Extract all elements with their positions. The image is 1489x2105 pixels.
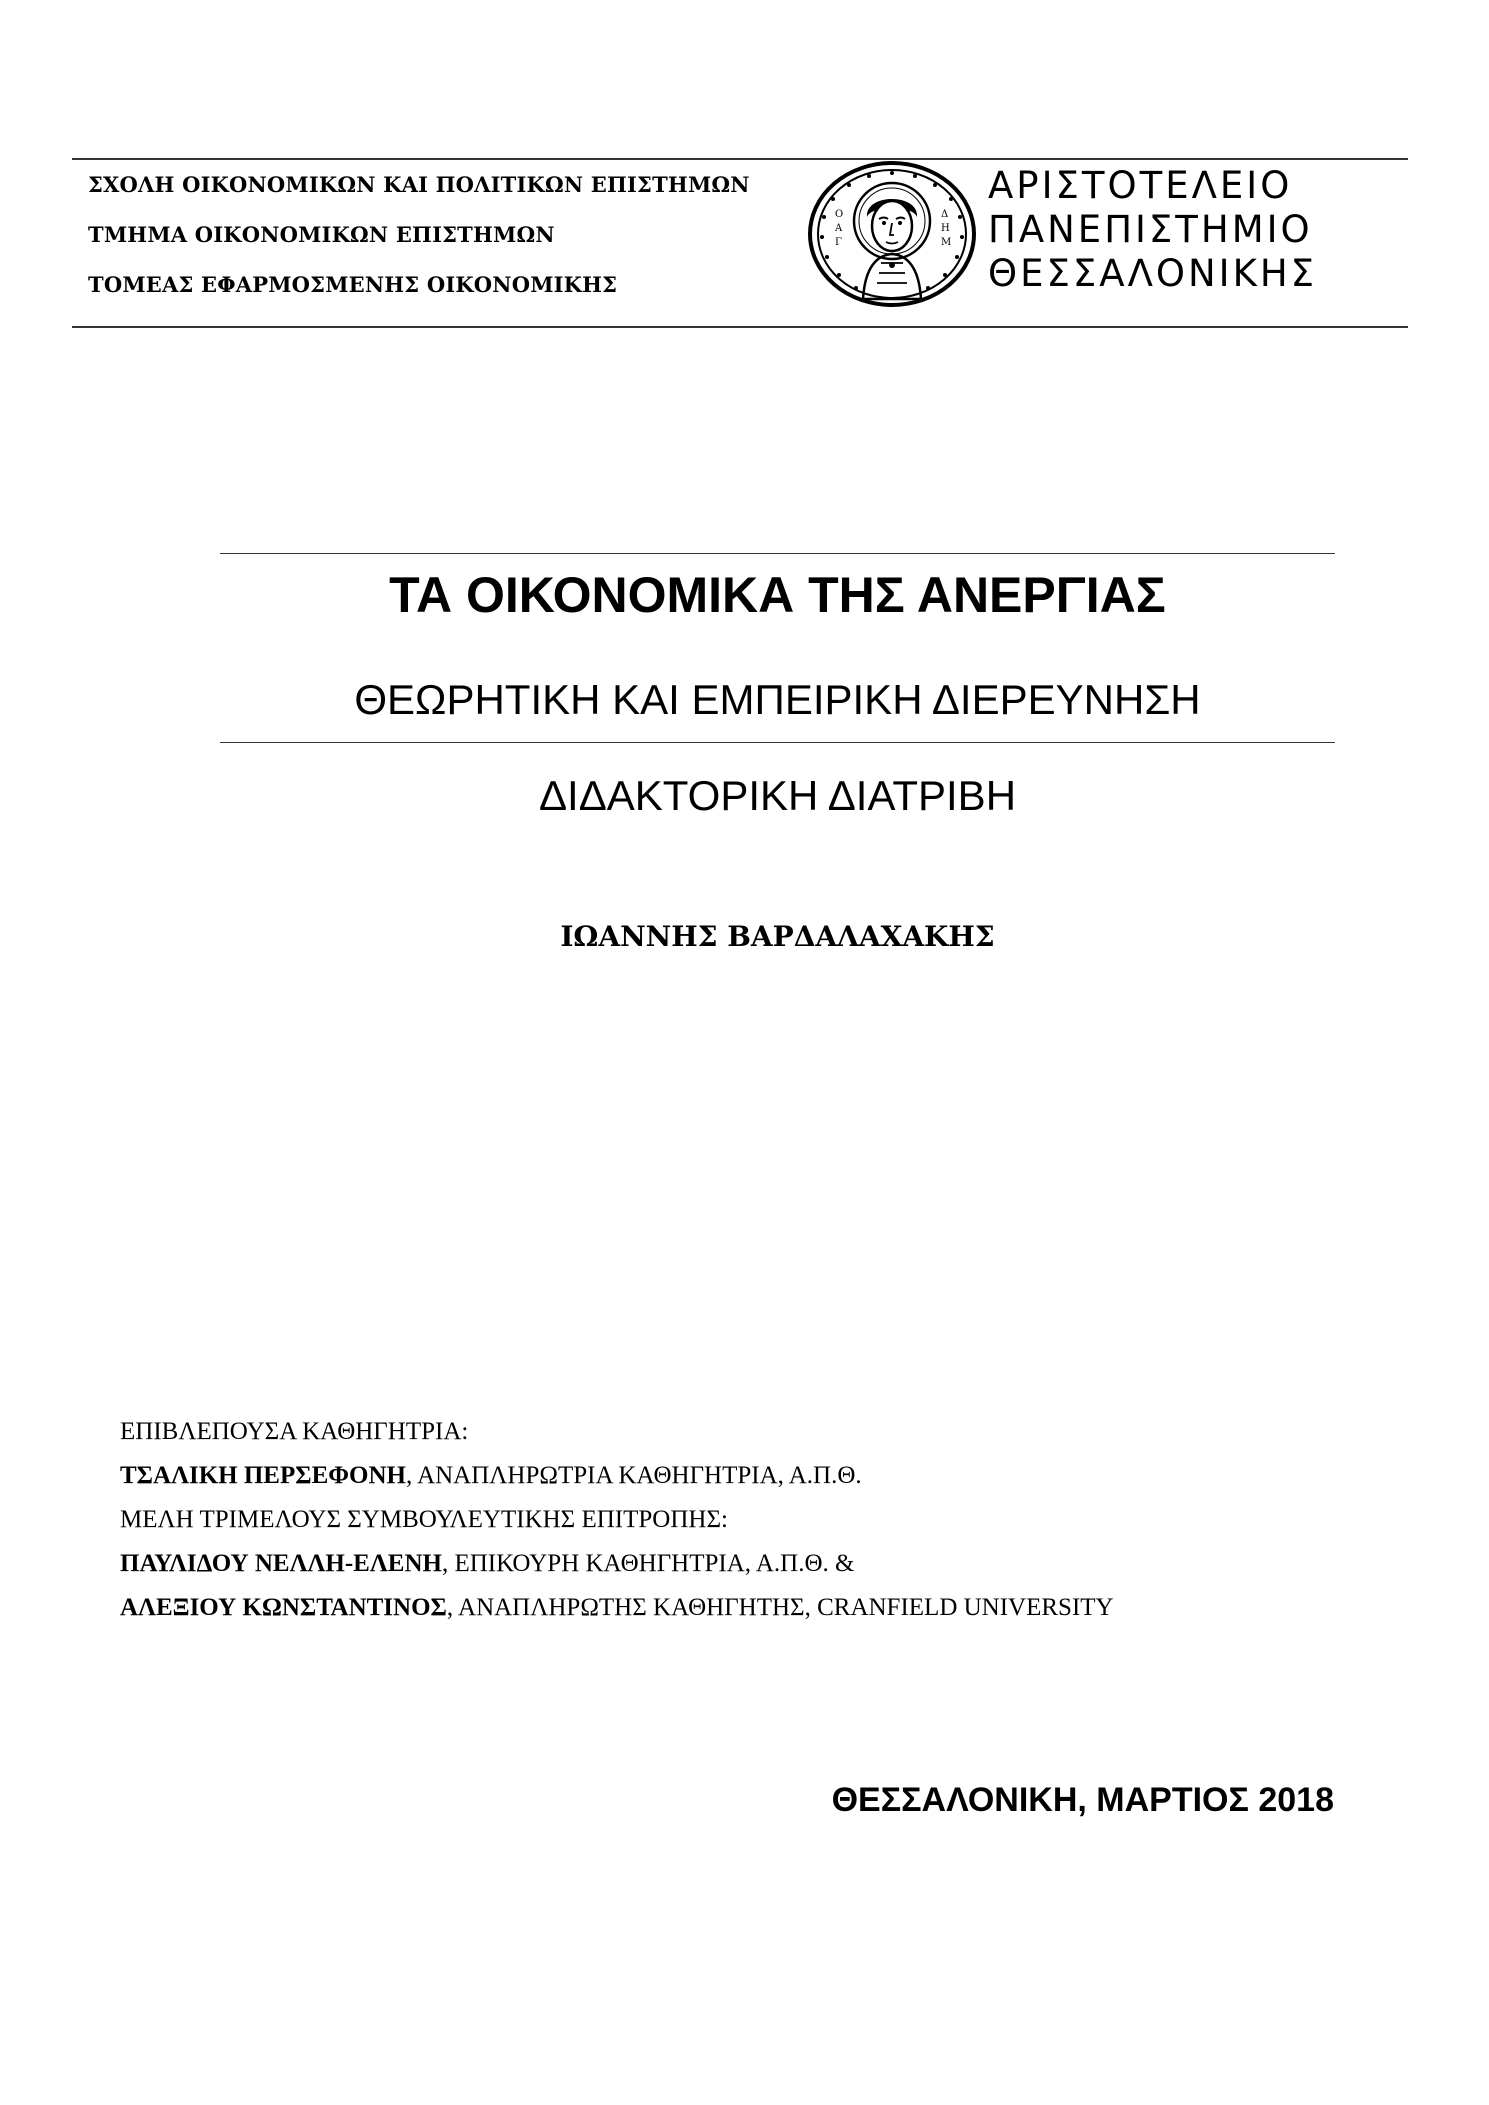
university-name-line-3: ΘΕΣΣΑΛΟΝΙΚΗΣ [988, 252, 1318, 295]
university-name-line-1: ΑΡΙΣΤΟΤΕΛΕΙΟ [988, 164, 1293, 207]
member-1-role: , ΕΠΙΚΟΥΡΗ ΚΑΘΗΓΗΤΡΙΑ, Α.Π.Θ. & [441, 1550, 855, 1577]
supervisor-line [120, 1454, 1114, 1498]
svg-text:Α: Α [835, 223, 843, 234]
thesis-subtitle: ΘΕΩΡΗΤΙΚΗ ΚΑΙ ΕΜΠΕΙΡΙΚΗ ΔΙΕΡΕΥΝΗΣΗ [354, 676, 1201, 723]
sector-name: ΤΟΜΕΑΣ ΕΦΑΡΜΟΣΜΕΝΗΣ ΟΙΚΟΝΟΜΙΚΗΣ [88, 272, 618, 297]
supervisor-role: , ΑΝΑΠΛΗΡΩΤΡΙΑ ΚΑΘΗΓΗΤΡΙΑ, Α.Π.Θ. [405, 1462, 862, 1489]
member-1-line [120, 1542, 1114, 1586]
svg-text:Γ: Γ [835, 237, 842, 248]
author-name: ΙΩΑΝΝΗΣ ΒΑΡΔΑΛΑΧΑΚΗΣ [560, 920, 995, 953]
header-bottom-rule [72, 326, 1408, 328]
svg-text:Δ: Δ [941, 209, 949, 220]
title-top-rule [220, 553, 1335, 554]
supervisor-label: ΕΠΙΒΛΕΠΟΥΣΑ ΚΑΘΗΓΗΤΡΙΑ: [120, 1418, 469, 1445]
department-name: ΤΜΗΜΑ ΟΙΚΟΝΟΜΙΚΩΝ ΕΠΙΣΤΗΜΩΝ [88, 222, 555, 247]
university-name-line-2: ΠΑΝΕΠΙΣΤΗΜΙΟ [988, 208, 1313, 251]
svg-text:Η: Η [941, 223, 950, 234]
svg-text:Ο: Ο [835, 209, 844, 220]
thesis-type: ΔΙΔΑΚΤΟΡΙΚΗ ΔΙΑΤΡΙΒΗ [538, 772, 1017, 819]
place-date: ΘΕΣΣΑΛΟΝΙΚΗ, ΜΑΡΤΙΟΣ 2018 [831, 1781, 1334, 1819]
member-2-role: , ΑΝΑΠΛΗΡΩΤΗΣ ΚΑΘΗΓΗΤΗΣ, CRANFIELD UNIVERSITY [446, 1594, 1114, 1621]
members-label: ΜΕΛΗ ΤΡΙΜΕΛΟΥΣ ΣΥΜΒΟΥΛΕΥΤΙΚΗΣ ΕΠΙΤΡΟΠΗΣ: [120, 1506, 728, 1533]
thesis-title: ΤΑ ΟΙΚΟΝΟΜΙΚΑ ΤΗΣ ΑΝΕΡΓΙΑΣ [389, 567, 1166, 623]
svg-text:Μ: Μ [941, 237, 952, 248]
supervisor-name: ΤΣΑΛΙΚΗ ΠΕΡΣΕΦΟΝΗ [120, 1462, 406, 1489]
title-middle-rule [220, 742, 1335, 743]
member-1-name: ΠΑΥΛΙΔΟΥ ΝΕΛΛΗ-ΕΛΕΝΗ [120, 1550, 442, 1577]
committee-block [120, 1410, 1114, 1630]
university-name [988, 164, 1317, 296]
school-name: ΣΧΟΛΗ ΟΙΚΟΝΟΜΙΚΩΝ ΚΑΙ ΠΟΛΙΤΙΚΩΝ ΕΠΙΣΤΗΜΩΝ [88, 172, 750, 197]
faculty-info [88, 160, 750, 310]
member-2-name: ΑΛΕΞΙΟΥ ΚΩΝΣΤΑΝΤΙΝΟΣ [120, 1594, 447, 1621]
university-seal-icon [805, 159, 979, 309]
member-2-line [120, 1586, 1114, 1630]
